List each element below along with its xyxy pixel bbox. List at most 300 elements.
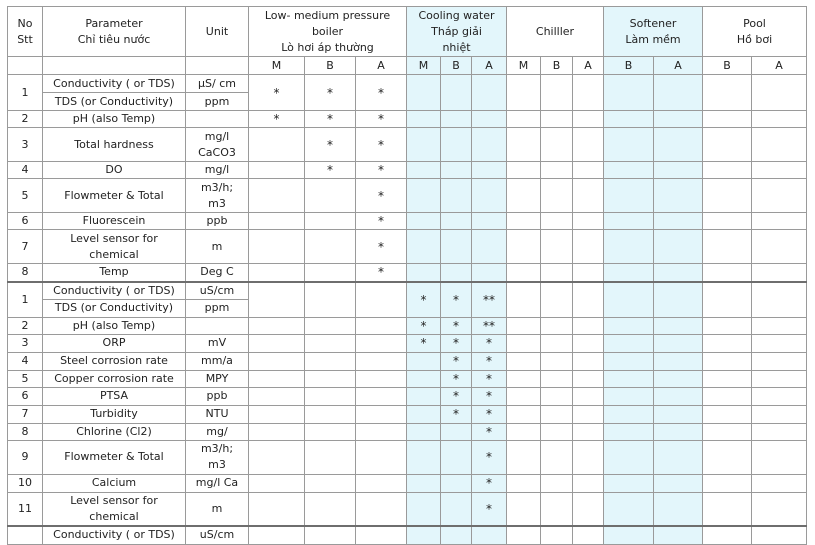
- mark-cell: [507, 75, 541, 111]
- mark-cell: [507, 370, 541, 387]
- mark-cell: [472, 75, 507, 111]
- mark-cell: [604, 179, 654, 213]
- mark-cell: [752, 264, 807, 282]
- mark-cell: [654, 526, 703, 544]
- mark-cell: [573, 75, 604, 111]
- mark-cell: [249, 352, 305, 370]
- mark-cell: [507, 387, 541, 405]
- mark-cell: [703, 230, 752, 264]
- mark-cell: *: [472, 440, 507, 474]
- table-row: [8, 492, 807, 526]
- mark-cell: [541, 317, 573, 334]
- mark-cell: *: [249, 75, 305, 111]
- mark-cell: [356, 423, 407, 440]
- mark-cell: [573, 282, 604, 318]
- mark-cell: [507, 213, 541, 230]
- mark-cell: [305, 370, 356, 387]
- parameter-unit: mg/l Ca: [186, 474, 249, 492]
- mark-cell: *: [472, 405, 507, 423]
- mark-cell: [604, 405, 654, 423]
- mark-cell: *: [441, 352, 472, 370]
- parameter-name: Temp: [43, 264, 186, 282]
- mark-cell: [356, 317, 407, 334]
- parameter-name: PTSA: [43, 387, 186, 405]
- mark-cell: [407, 440, 441, 474]
- table-row: [8, 370, 807, 387]
- row-number: 7: [8, 405, 43, 423]
- mark-cell: [703, 111, 752, 128]
- mark-cell: [249, 162, 305, 179]
- parameter-name: Turbidity: [43, 405, 186, 423]
- header-chiller: Chilller: [507, 7, 604, 57]
- mark-cell: [305, 352, 356, 370]
- mark-cell: [472, 230, 507, 264]
- parameter-unit: mg/l: [186, 162, 249, 179]
- table-row: [8, 405, 807, 423]
- mark-cell: [249, 474, 305, 492]
- mark-cell: [703, 213, 752, 230]
- mark-cell: [356, 370, 407, 387]
- mark-cell: [305, 213, 356, 230]
- row-number: 4: [8, 162, 43, 179]
- mark-cell: [541, 334, 573, 352]
- header-no: No Stt: [8, 7, 43, 57]
- mark-cell: [703, 282, 752, 318]
- mark-cell: [249, 128, 305, 162]
- mark-cell: [541, 179, 573, 213]
- mark-cell: [472, 128, 507, 162]
- mark-cell: [507, 474, 541, 492]
- mark-cell: [407, 213, 441, 230]
- mark-cell: [703, 492, 752, 526]
- mark-cell: *: [472, 492, 507, 526]
- subheader-cell: A: [752, 57, 807, 75]
- parameter-name: Level sensor for chemical: [43, 492, 186, 526]
- parameter-unit: NTU: [186, 405, 249, 423]
- parameter-unit: m: [186, 492, 249, 526]
- header-cooling-water: Cooling water Tháp giải nhiệt: [407, 7, 507, 57]
- parameter-name: Conductivity ( or TDS): [43, 282, 186, 300]
- mark-cell: [305, 230, 356, 264]
- mark-cell: [541, 128, 573, 162]
- mark-cell: [472, 264, 507, 282]
- mark-cell: [654, 334, 703, 352]
- parameter-unit: mV: [186, 334, 249, 352]
- table-row: [8, 128, 807, 162]
- mark-cell: [507, 162, 541, 179]
- mark-cell: [541, 162, 573, 179]
- subheader-cell: A: [573, 57, 604, 75]
- mark-cell: [703, 440, 752, 474]
- mark-cell: *: [305, 162, 356, 179]
- table-row: [8, 440, 807, 474]
- mark-cell: [703, 179, 752, 213]
- mark-cell: [249, 370, 305, 387]
- mark-cell: [305, 282, 356, 318]
- parameter-name: Fluorescein: [43, 213, 186, 230]
- mark-cell: [407, 111, 441, 128]
- mark-cell: [305, 405, 356, 423]
- parameter-name: Conductivity ( or TDS): [43, 526, 186, 544]
- mark-cell: [703, 317, 752, 334]
- mark-cell: [249, 405, 305, 423]
- mark-cell: [752, 75, 807, 111]
- mark-cell: [654, 162, 703, 179]
- mark-cell: [752, 352, 807, 370]
- parameter-unit: m: [186, 230, 249, 264]
- mark-cell: [604, 474, 654, 492]
- mark-cell: [541, 492, 573, 526]
- row-number: 1: [8, 75, 43, 111]
- mark-cell: [305, 387, 356, 405]
- mark-cell: [541, 405, 573, 423]
- mark-cell: *: [356, 213, 407, 230]
- mark-cell: [654, 179, 703, 213]
- mark-cell: [356, 492, 407, 526]
- parameter-unit: ppm: [186, 299, 249, 317]
- parameter-name: TDS (or Conductivity): [43, 299, 186, 317]
- table-row: [8, 264, 807, 282]
- mark-cell: [654, 128, 703, 162]
- parameter-name: Total hardness: [43, 128, 186, 162]
- mark-cell: [305, 264, 356, 282]
- mark-cell: [356, 352, 407, 370]
- mark-cell: *: [407, 317, 441, 334]
- mark-cell: [441, 213, 472, 230]
- mark-cell: [703, 526, 752, 544]
- row-number: [8, 526, 43, 544]
- table-row: [8, 387, 807, 405]
- mark-cell: *: [472, 334, 507, 352]
- mark-cell: [472, 111, 507, 128]
- header-pool: Pool Hồ bơi: [703, 7, 807, 57]
- mark-cell: [441, 440, 472, 474]
- subheader-cell: A: [472, 57, 507, 75]
- row-number: 6: [8, 213, 43, 230]
- mark-cell: [249, 334, 305, 352]
- row-number: 8: [8, 423, 43, 440]
- mark-cell: *: [407, 334, 441, 352]
- mark-cell: [703, 334, 752, 352]
- mark-cell: [356, 405, 407, 423]
- mark-cell: *: [249, 111, 305, 128]
- table-row: [8, 526, 807, 544]
- mark-cell: [752, 474, 807, 492]
- row-number: 9: [8, 440, 43, 474]
- mark-cell: [249, 492, 305, 526]
- mark-cell: [507, 282, 541, 318]
- mark-cell: [604, 352, 654, 370]
- mark-cell: [441, 128, 472, 162]
- mark-cell: [541, 440, 573, 474]
- parameter-name: ORP: [43, 334, 186, 352]
- subheader-row: [8, 57, 807, 75]
- parameter-table-container: [7, 6, 806, 545]
- parameter-name: TDS (or Conductivity): [43, 93, 186, 111]
- mark-cell: [249, 317, 305, 334]
- mark-cell: [407, 128, 441, 162]
- mark-cell: [573, 440, 604, 474]
- parameter-name: Flowmeter & Total: [43, 179, 186, 213]
- mark-cell: [573, 423, 604, 440]
- mark-cell: *: [441, 405, 472, 423]
- mark-cell: [573, 111, 604, 128]
- mark-cell: [703, 162, 752, 179]
- mark-cell: [752, 213, 807, 230]
- mark-cell: [654, 492, 703, 526]
- mark-cell: [356, 282, 407, 318]
- mark-cell: *: [441, 282, 472, 318]
- mark-cell: [472, 213, 507, 230]
- mark-cell: [654, 75, 703, 111]
- mark-cell: [249, 264, 305, 282]
- row-number: 1: [8, 282, 43, 318]
- row-number: 5: [8, 370, 43, 387]
- mark-cell: [305, 440, 356, 474]
- mark-cell: *: [441, 370, 472, 387]
- mark-cell: [356, 474, 407, 492]
- mark-cell: [305, 526, 356, 544]
- subheader-blank: [8, 57, 43, 75]
- mark-cell: [654, 370, 703, 387]
- mark-cell: [249, 387, 305, 405]
- mark-cell: [573, 264, 604, 282]
- parameter-table: [7, 6, 807, 545]
- mark-cell: [604, 128, 654, 162]
- mark-cell: *: [441, 334, 472, 352]
- mark-cell: [752, 162, 807, 179]
- mark-cell: *: [441, 317, 472, 334]
- header-boiler: Low- medium pressure boiler Lò hơi áp thường: [249, 7, 407, 57]
- mark-cell: [604, 111, 654, 128]
- mark-cell: [507, 317, 541, 334]
- mark-cell: [407, 179, 441, 213]
- mark-cell: [654, 111, 703, 128]
- mark-cell: [573, 317, 604, 334]
- mark-cell: [604, 526, 654, 544]
- row-number: 11: [8, 492, 43, 526]
- table-body: [8, 75, 807, 545]
- mark-cell: [573, 370, 604, 387]
- mark-cell: [507, 440, 541, 474]
- mark-cell: *: [356, 75, 407, 111]
- table-row: [8, 282, 807, 300]
- row-number: 5: [8, 179, 43, 213]
- mark-cell: [654, 230, 703, 264]
- mark-cell: [541, 352, 573, 370]
- mark-cell: [356, 334, 407, 352]
- row-number: 7: [8, 230, 43, 264]
- mark-cell: [541, 282, 573, 318]
- mark-cell: *: [472, 387, 507, 405]
- mark-cell: *: [472, 352, 507, 370]
- table-row: [8, 213, 807, 230]
- parameter-unit: µS/ cm: [186, 75, 249, 93]
- mark-cell: [407, 387, 441, 405]
- mark-cell: [507, 526, 541, 544]
- mark-cell: [752, 405, 807, 423]
- mark-cell: [604, 162, 654, 179]
- mark-cell: [441, 492, 472, 526]
- row-number: 3: [8, 128, 43, 162]
- mark-cell: [441, 423, 472, 440]
- subheader-blank: [43, 57, 186, 75]
- mark-cell: [507, 179, 541, 213]
- mark-cell: [573, 162, 604, 179]
- mark-cell: [305, 334, 356, 352]
- mark-cell: [703, 423, 752, 440]
- mark-cell: *: [472, 474, 507, 492]
- mark-cell: [752, 128, 807, 162]
- subheader-cell: M: [249, 57, 305, 75]
- mark-cell: [604, 440, 654, 474]
- mark-cell: *: [356, 111, 407, 128]
- table-row: [8, 423, 807, 440]
- table-row: [8, 334, 807, 352]
- table-row: [8, 111, 807, 128]
- mark-cell: [507, 111, 541, 128]
- parameter-unit: ppb: [186, 387, 249, 405]
- mark-cell: [604, 264, 654, 282]
- parameter-unit: uS/cm: [186, 526, 249, 544]
- mark-cell: [249, 440, 305, 474]
- parameter-unit: Deg C: [186, 264, 249, 282]
- mark-cell: [573, 128, 604, 162]
- mark-cell: [407, 75, 441, 111]
- mark-cell: [441, 264, 472, 282]
- table-row: [8, 75, 807, 93]
- mark-cell: *: [472, 423, 507, 440]
- parameter-name: Calcium: [43, 474, 186, 492]
- mark-cell: [703, 370, 752, 387]
- mark-cell: [752, 111, 807, 128]
- mark-cell: [752, 230, 807, 264]
- mark-cell: [407, 405, 441, 423]
- mark-cell: [541, 526, 573, 544]
- mark-cell: [604, 387, 654, 405]
- subheader-cell: M: [507, 57, 541, 75]
- parameter-unit: uS/cm: [186, 282, 249, 300]
- mark-cell: [654, 264, 703, 282]
- parameter-unit: ppb: [186, 213, 249, 230]
- mark-cell: [703, 405, 752, 423]
- mark-cell: [573, 474, 604, 492]
- mark-cell: [441, 230, 472, 264]
- mark-cell: [305, 474, 356, 492]
- mark-cell: [507, 264, 541, 282]
- header-row: [8, 7, 807, 57]
- mark-cell: [752, 423, 807, 440]
- parameter-name: pH (also Temp): [43, 317, 186, 334]
- mark-cell: [305, 179, 356, 213]
- mark-cell: [305, 492, 356, 526]
- mark-cell: *: [356, 162, 407, 179]
- mark-cell: [407, 162, 441, 179]
- mark-cell: [541, 387, 573, 405]
- parameter-name: Level sensor for chemical: [43, 230, 186, 264]
- mark-cell: [604, 282, 654, 318]
- mark-cell: [407, 526, 441, 544]
- mark-cell: [703, 352, 752, 370]
- mark-cell: *: [305, 128, 356, 162]
- mark-cell: [407, 492, 441, 526]
- mark-cell: *: [356, 179, 407, 213]
- mark-cell: [407, 423, 441, 440]
- subheader-blank: [186, 57, 249, 75]
- header-parameter: Parameter Chỉ tiêu nước: [43, 7, 186, 57]
- mark-cell: [573, 387, 604, 405]
- mark-cell: [654, 317, 703, 334]
- mark-cell: [654, 387, 703, 405]
- mark-cell: [507, 230, 541, 264]
- table-row: [8, 162, 807, 179]
- mark-cell: [356, 387, 407, 405]
- mark-cell: [249, 213, 305, 230]
- mark-cell: [654, 405, 703, 423]
- mark-cell: [507, 405, 541, 423]
- mark-cell: [752, 179, 807, 213]
- subheader-cell: B: [441, 57, 472, 75]
- row-number: 2: [8, 111, 43, 128]
- mark-cell: [407, 230, 441, 264]
- mark-cell: [541, 75, 573, 111]
- mark-cell: [654, 213, 703, 230]
- mark-cell: [604, 317, 654, 334]
- parameter-unit: [186, 111, 249, 128]
- mark-cell: [507, 128, 541, 162]
- mark-cell: [573, 334, 604, 352]
- table-row: [8, 179, 807, 213]
- table-row: [8, 474, 807, 492]
- mark-cell: [441, 75, 472, 111]
- mark-cell: [604, 213, 654, 230]
- parameter-unit: [186, 317, 249, 334]
- mark-cell: [541, 370, 573, 387]
- mark-cell: *: [472, 370, 507, 387]
- table-row: [8, 230, 807, 264]
- mark-cell: [356, 526, 407, 544]
- mark-cell: [507, 352, 541, 370]
- parameter-name: DO: [43, 162, 186, 179]
- mark-cell: [507, 492, 541, 526]
- mark-cell: [441, 526, 472, 544]
- mark-cell: [573, 352, 604, 370]
- parameter-unit: mm/a: [186, 352, 249, 370]
- mark-cell: [604, 370, 654, 387]
- row-number: 6: [8, 387, 43, 405]
- mark-cell: *: [356, 128, 407, 162]
- mark-cell: [573, 230, 604, 264]
- parameter-name: Copper corrosion rate: [43, 370, 186, 387]
- mark-cell: [407, 352, 441, 370]
- mark-cell: [752, 492, 807, 526]
- mark-cell: [249, 282, 305, 318]
- mark-cell: [654, 282, 703, 318]
- table-row: [8, 317, 807, 334]
- mark-cell: [441, 179, 472, 213]
- mark-cell: *: [356, 264, 407, 282]
- mark-cell: [573, 179, 604, 213]
- mark-cell: [654, 352, 703, 370]
- mark-cell: [604, 334, 654, 352]
- mark-cell: [752, 317, 807, 334]
- header-unit: Unit: [186, 7, 249, 57]
- mark-cell: [752, 387, 807, 405]
- mark-cell: [407, 474, 441, 492]
- mark-cell: [541, 230, 573, 264]
- mark-cell: [573, 492, 604, 526]
- mark-cell: [305, 317, 356, 334]
